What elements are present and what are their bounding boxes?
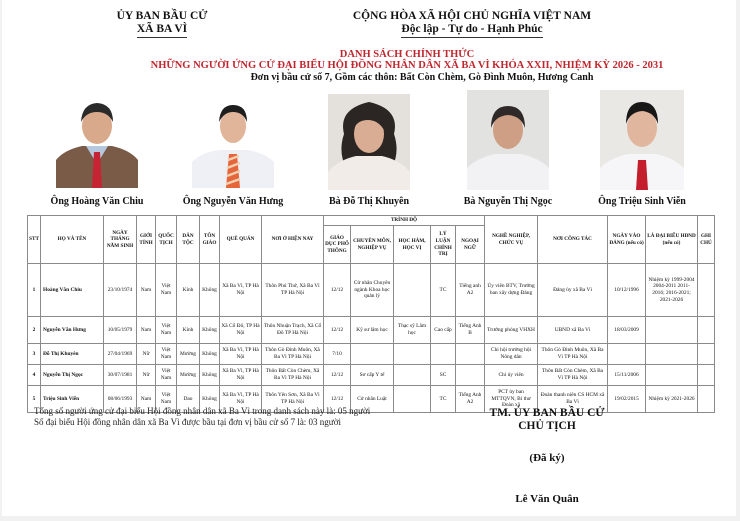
cell-occupation: Trưởng phòng VHXH [485,317,538,344]
table-header-row [28,216,715,226]
cell-religion: Không [200,386,220,413]
col-specialization: CHUYÊN MÔN, NGHIỆP VỤ [351,226,394,264]
cell-general-edu: 7/10 [324,344,351,365]
cell-name: Nguyễn Văn Hưng [41,317,104,344]
cell-political: TC [431,386,456,413]
signed-mark: (Đã ký) [529,452,565,464]
col-occupation: NGHỀ NGHIỆP, CHỨC VỤ [485,216,538,264]
authority-line1: ỦY BAN BẦU CỬ [116,10,208,22]
cell-occupation: Ủy viên BTV, Trưởng ban xây dựng Đảng [485,264,538,317]
cell-hometown: Xã Ba Vì, TP Hà Nội [220,264,262,317]
cell-specialization: Sơ cấp Y tế [351,365,394,386]
table-row [28,264,715,317]
cell-name: Nguyễn Thị Ngọc [41,365,104,386]
national-motto [332,10,612,38]
cell-occupation: PCT ủy ban MTTQVN, Bí thư Đoàn xã [485,386,538,413]
cell-gender: Nam [137,317,156,344]
cell-workplace: Đoàn thanh niên CS HCM xã Ba Vì [538,386,608,413]
col-language: NGOẠI NGỮ [456,226,485,264]
col-residence: NƠI Ở HIỆN NAY [262,216,324,264]
cell-gender: Nam [137,386,156,413]
cell-dob: 30/07/1981 [104,365,137,386]
cell-academic [394,344,431,365]
cell-language: Tiếng Anh B [456,317,485,344]
cell-dob: 10/05/1979 [104,317,137,344]
electoral-unit-line: Đơn vị bầu cử số 7, Gồm các thôn: Bất Còn Chèm, Gò Đình Muôn, Hương Canh [250,72,594,83]
cell-political: TC [431,264,456,317]
col-party-date: NGÀY VÀO ĐẢNG (nếu có) [608,216,646,264]
cell-political: SC [431,365,456,386]
cell-nationality: Việt Nam [156,344,177,365]
portrait-photo-4 [467,90,549,190]
cell-ethnicity: Dao [177,386,200,413]
cell-academic [394,264,431,317]
signer-name: Lê Văn Quân [515,493,579,505]
cell-dob: 27/04/1969 [104,344,137,365]
cell-academic [394,365,431,386]
summary-total-candidates: Tổng số người ứng cử đại biểu Hội đồng nhân dân xã Ba Vì trong danh sách này là: 05 người [34,406,371,416]
cell-hdnd [646,344,698,365]
photo-caption-3: Bà Đỗ Thị Khuyên [328,196,410,207]
cell-party-date: 10/12/1996 [608,264,646,317]
cell-general-edu: 12/12 [324,317,351,344]
portrait-photo-3 [328,94,410,190]
col-notes: GHI CHÚ [698,216,715,264]
cell-notes [698,386,715,413]
portrait-photo-icon [56,94,138,188]
cell-ethnicity: Mường [177,344,200,365]
cell-dob: 23/10/1974 [104,264,137,317]
cell-language: Tiếng anh A2 [456,264,485,317]
cell-hdnd: Nhiệm kỳ 1999-2004 2004-2011 2011-2016; 2016-2021; 2021-2026 [646,264,698,317]
col-ethnicity: DÂN TỘC [177,216,200,264]
signature-block [452,407,642,433]
cell-political [431,344,456,365]
cell-hdnd: Nhiệm kỳ 2021-2026 [646,386,698,413]
cell-hometown: Xã Ba Vì, TP Hà Nội [220,344,262,365]
cell-specialization: Kỹ sư lâm học [351,317,394,344]
summary-block [34,406,454,428]
candidate-table [27,215,715,413]
cell-party-date: 19/02/2015 [608,386,646,413]
col-gender: GIỚI TÍNH [137,216,156,264]
cell-residence: Thôn Bất Còn Chèm, Xã Ba Vì TP Hà Nội [262,365,324,386]
cell-party-date [608,344,646,365]
cell-specialization: Cử nhân Luật [351,386,394,413]
cell-specialization: Cử nhân Chuyên ngành Khoa học quản lý [351,264,394,317]
col-nationality: QUỐC TỊCH [156,216,177,264]
cell-gender: Nữ [137,365,156,386]
table-row [28,317,715,344]
col-stt: STT [28,216,41,264]
cell-workplace: UBND xã Ba Vì [538,317,608,344]
col-name: HỌ VÀ TÊN [41,216,104,264]
photo-caption-1: Ông Hoàng Văn Chiu [50,196,144,207]
portrait-photo-icon [467,90,549,190]
cell-religion: Không [200,365,220,386]
cell-religion: Không [200,264,220,317]
cell-nationality: Việt Nam [156,264,177,317]
cell-nationality: Việt Nam [156,317,177,344]
cell-gender: Nữ [137,344,156,365]
photo-caption-4: Bà Nguyễn Thị Ngọc [463,196,553,207]
signature-title: CHỦ TỊCH [518,420,576,432]
cell-general-edu: 12/12 [324,365,351,386]
cell-occupation: Chi ủy viên [485,365,538,386]
cell-notes [698,365,715,386]
cell-general-edu: 12/12 [324,386,351,413]
cell-party-date: 18/03/2009 [608,317,646,344]
cell-academic: Thạc sỹ Lâm học [394,317,431,344]
portrait-photo-icon [192,96,274,188]
photo-caption-5: Ông Triệu Sinh Viễn [598,196,686,207]
cell-ethnicity: Kinh [177,264,200,317]
cell-language: Tiếng Anh A2 [456,386,485,413]
cell-specialization [351,344,394,365]
cell-nationality: Việt Nam [156,365,177,386]
col-hometown: QUÊ QUÁN [220,216,262,264]
cell-residence: Thôn Nhuận Trạch, Xã Cổ Đô TP Hà Nội [262,317,324,344]
cell-workplace: Đảng ủy xã Ba Vì [538,264,608,317]
document-title: DANH SÁCH CHÍNH THỨC [339,49,475,60]
col-religion: TÔN GIÁO [200,216,220,264]
document-page [2,0,736,516]
cell-residence: Thôn Gò Đình Muôn, Xã Ba Vì TP Hà Nội [262,344,324,365]
col-general-edu: GIÁO DỤC PHỔ THÔNG [324,226,351,264]
col-workplace: NƠI CÔNG TÁC [538,216,608,264]
cell-general-edu: 12/12 [324,264,351,317]
portrait-photo-1 [56,94,138,188]
document-subtitle: NHỮNG NGƯỜI ỨNG CỬ ĐẠI BIỂU HỘI ĐỒNG NHÂN DÂN XÃ BA VÌ KHÓA XXII, NHIỆM KỲ 2026 - 2031 [150,60,664,71]
col-hdnd: LÀ ĐẠI BIỂU HĐND (nếu có) [646,216,698,264]
cell-notes [698,264,715,317]
cell-ethnicity: Mường [177,365,200,386]
country-name: CỘNG HÒA XÃ HỘI CHỦ NGHĨA VIỆT NAM [352,10,592,22]
table-row [28,344,715,365]
cell-notes [698,344,715,365]
photo-caption-2: Ông Nguyễn Văn Hưng [182,196,284,207]
cell-occupation: Chi hội trưởng hội Nông dân [485,344,538,365]
cell-stt: 5 [28,386,41,413]
summary-seats: Số đại biểu Hội đồng nhân dân xã Ba Vì được bầu tại đơn vị bầu cử số 7 là: 03 người [34,417,341,427]
cell-workplace: Thôn Bất Còn Chèm, Xã Ba Vì TP Hà Nội [538,365,608,386]
cell-gender: Nam [137,264,156,317]
cell-hdnd [646,317,698,344]
cell-name: Hoàng Văn Chiu [41,264,104,317]
cell-dob: 08/06/1993 [104,386,137,413]
cell-hometown: Xã Cổ Đô, TP Hà Nội [220,317,262,344]
col-academic: HỌC HÀM, HỌC VỊ [394,226,431,264]
cell-residence: Thôn Phú Thứ, Xã Ba Vì TP Hà Nội [262,264,324,317]
col-political: LÝ LUẬN CHÍNH TRỊ [431,226,456,264]
cell-hometown: Xã Ba Vì, TP Hà Nội [220,365,262,386]
cell-hometown: Xã Ba Vì, TP Hà Nội [220,386,262,413]
portrait-photo-2 [192,96,274,188]
portrait-photo-5 [600,90,684,190]
cell-language [456,344,485,365]
cell-workplace: Thôn Gò Đình Muôn, Xã Ba Vì TP Hà Nội [538,344,608,365]
cell-ethnicity: Kinh [177,317,200,344]
issuing-authority [72,10,252,38]
cell-political: Cao cấp [431,317,456,344]
cell-stt: 3 [28,344,41,365]
signature-org: TM. ỦY BAN BẦU CỬ [489,407,605,419]
cell-stt: 1 [28,264,41,317]
cell-residence: Thôn Yên Sơn, Xã Ba Vì TP Hà Nội [262,386,324,413]
portrait-photo-icon [600,90,684,190]
cell-hdnd [646,365,698,386]
col-dob: NGÀY THÁNG NĂM SINH [104,216,137,264]
authority-line2: XÃ BA VÌ [137,23,187,38]
portrait-photo-icon [328,94,410,190]
cell-stt: 2 [28,317,41,344]
table-row [28,365,715,386]
col-group-education: TRÌNH ĐỘ [324,216,485,226]
cell-name: Triệu Sinh Viễn [41,386,104,413]
cell-language [456,365,485,386]
motto-line: Độc lập - Tự do - Hạnh Phúc [401,23,542,38]
cell-religion: Không [200,317,220,344]
cell-stt: 4 [28,365,41,386]
cell-nationality: Việt Nam [156,386,177,413]
cell-religion: Không [200,344,220,365]
cell-name: Đỗ Thị Khuyên [41,344,104,365]
cell-party-date: 15/11/2006 [608,365,646,386]
cell-notes [698,317,715,344]
